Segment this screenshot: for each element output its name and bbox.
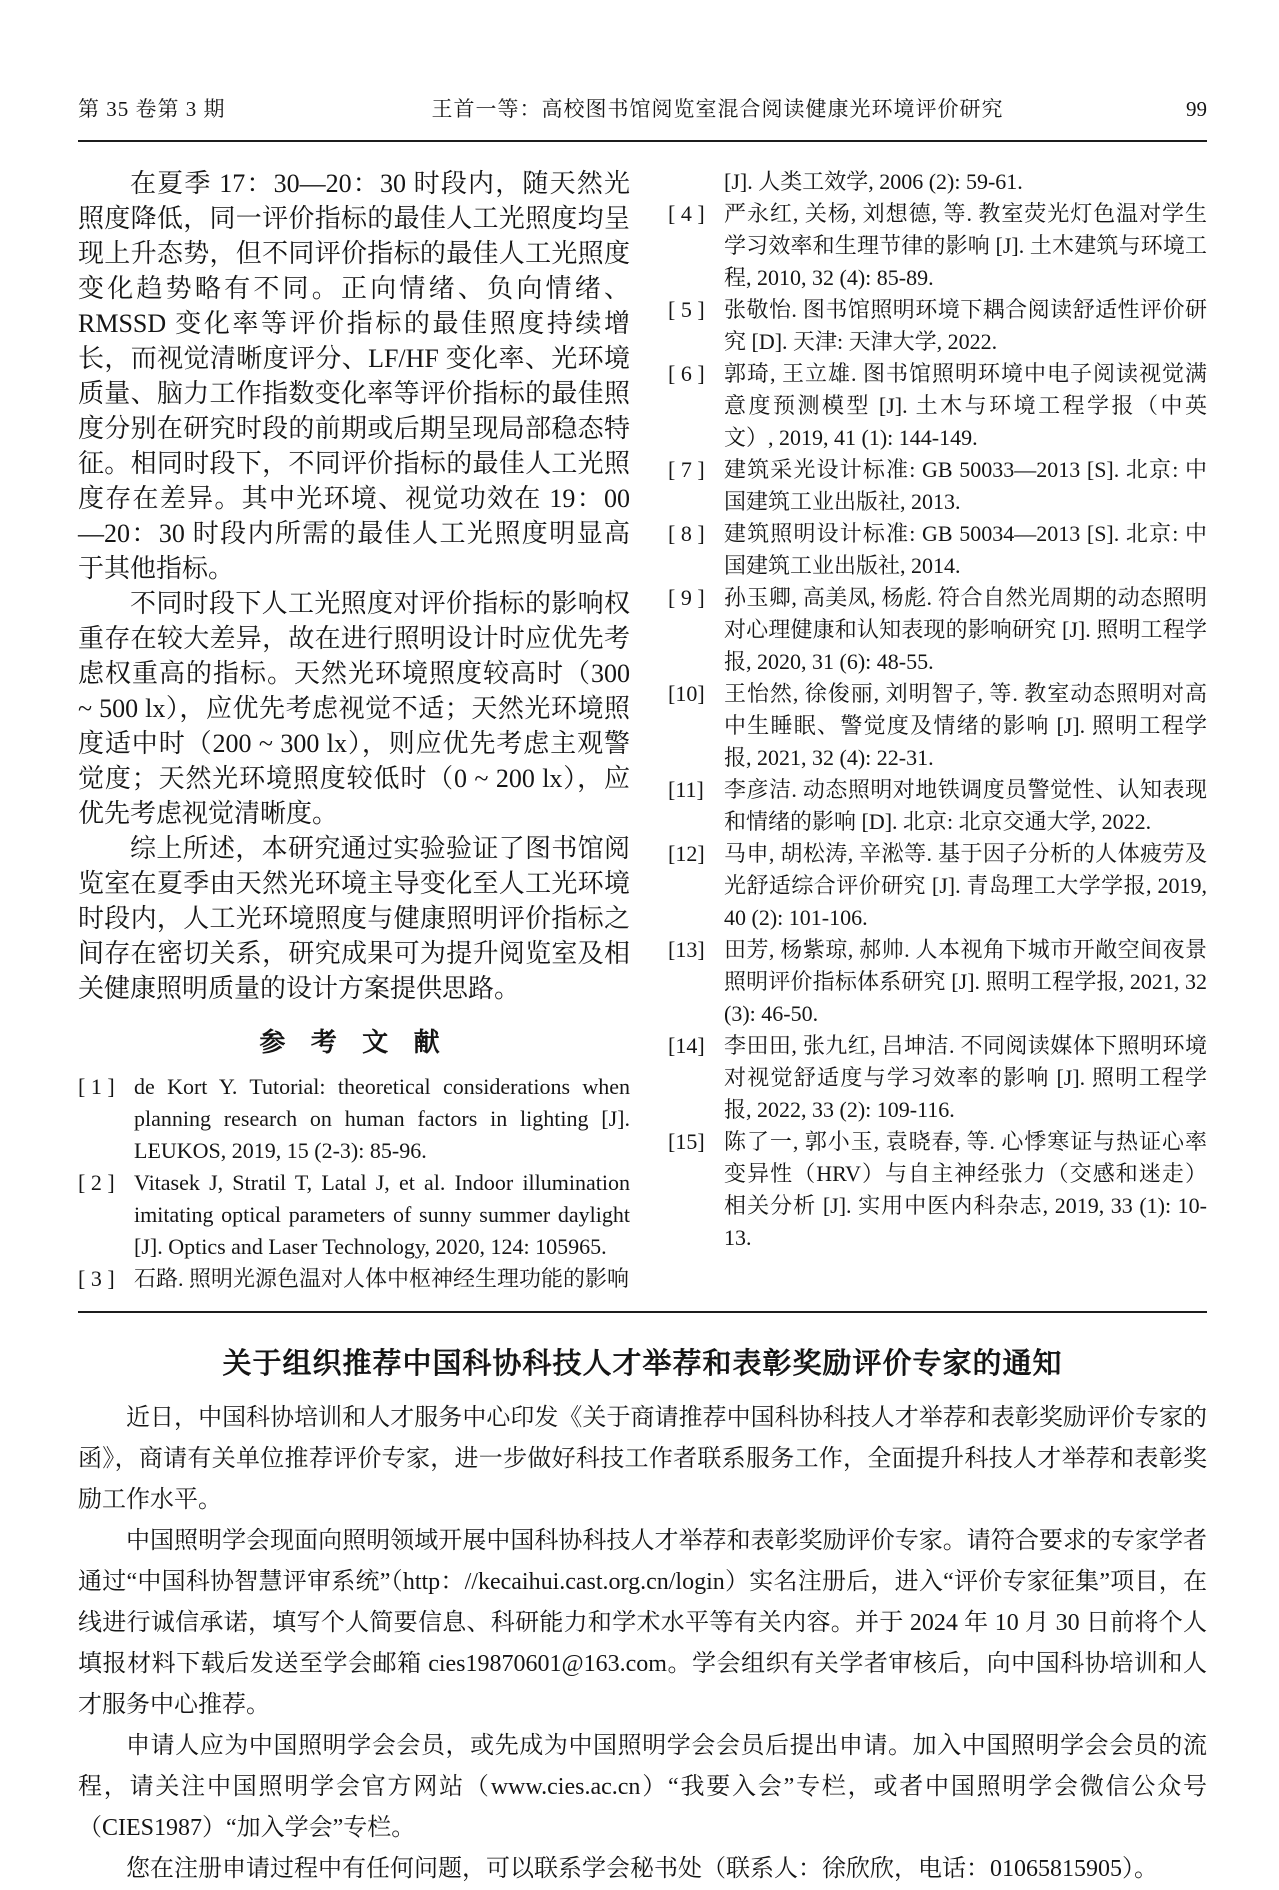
reference-label: [ 9 ] [668,585,705,610]
reference-label: [14] [668,1033,705,1058]
reference-label: [ 1 ] [78,1074,115,1099]
reference-item [668,358,1207,454]
reference-label: [ 5 ] [668,297,705,322]
reference-text: 严永红, 关杨, 刘想德, 等. 教室荧光灯色温对学生学习效率和生理节律的影响 [J]. 土木建筑与环境工程, 2010, 32 (4): 85-89. [724,201,1207,290]
reference-label: [10] [668,681,705,706]
reference-label: [13] [668,937,705,962]
notice-paragraph: 近日，中国科协培训和人才服务中心印发《关于商请推荐中国科协科技人才举荐和表彰奖励评价专家的函》，商请有关单位推荐评价专家，进一步做好科技工作者联系服务工作，全面提升科技人才举荐和表彰奖励工作水平。 [78,1405,1207,1513]
section-divider [78,1311,1207,1313]
reference-item [668,678,1207,774]
article-column-left [78,166,630,1295]
notice-title: 关于组织推荐中国科协科技人才举荐和表彰奖励评价专家的通知 [222,1348,1063,1380]
reference-item [668,198,1207,294]
reference-item [78,1071,630,1167]
reference-item [668,294,1207,358]
reference-label: [ 2 ] [78,1170,115,1195]
body-paragraph: 不同时段下人工光照度对评价指标的影响权重存在较大差异，故在进行照明设计时应优先考虑权重高的指标。天然光环境照度较高时（300 ~ 500 lx），应优先考虑视觉不适；天然光环境照度适中时（200 ~ 300 lx），则应优先考虑主观警觉度；天然光环境照度较低时（0 ~ 200 lx），应优先考虑视觉清晰度。 [78,589,630,828]
article-columns [78,166,1207,1295]
reference-text: 陈了一, 郭小玉, 袁晓春, 等. 心悸寒证与热证心率变异性（HRV）与自主神经张力（交感和迷走）相关分析 [J]. 实用中医内科杂志, 2019, 33 (1): 10-13. [724,1129,1207,1250]
header-volume-issue: 第 35 卷第 3 期 [78,97,226,121]
reference-label: [11] [668,777,704,802]
reference-label: [12] [668,841,705,866]
header-running-title: 王首一等：高校图书馆阅览室混合阅读健康光环境评价研究 [431,97,1004,121]
reference-label: [ 8 ] [668,521,705,546]
reference-text: 李田田, 张九红, 吕坤洁. 不同阅读媒体下照明环境对视觉舒适度与学习效率的影响 [J]. 照明工程学报, 2022, 33 (2): 109-116. [724,1033,1207,1122]
reference-label: [ 3 ] [78,1266,115,1291]
reference-text: 建筑采光设计标准: GB 50033—2013 [S]. 北京: 中国建筑工业出版社, 2013. [724,457,1207,514]
reference-text: 李彦洁. 动态照明对地铁调度员警觉性、认知表现和情绪的影响 [D]. 北京: 北京交通大学, 2022. [724,777,1207,834]
reference-text: 郭琦, 王立雄. 图书馆照明环境中电子阅读视觉满意度预测模型 [J]. 土木与环境工程学报（中英文）, 2019, 41 (1): 144-149. [724,361,1207,450]
reference-item [668,582,1207,678]
header-page-number: 99 [1186,97,1207,121]
reference-item [668,1030,1207,1126]
reference-item [668,934,1207,1030]
reference-text: 建筑照明设计标准: GB 50034—2013 [S]. 北京: 中国建筑工业出版社, 2014. [724,521,1207,578]
reference-text: 田芳, 杨紫琼, 郝帅. 人本视角下城市开敞空间夜景照明评价指标体系研究 [J]. 照明工程学报, 2021, 32 (3): 46-50. [724,937,1207,1026]
body-paragraph: 综上所述，本研究通过实验验证了图书馆阅览室在夏季由天然光环境主导变化至人工光环境时段内，人工光环境照度与健康照明评价指标之间存在密切关系，研究成果可为提升阅览室及相关健康照明质量的设计方案提供思路。 [78,834,630,1003]
notice-paragraph: 您在注册申请过程中有任何问题，可以联系学会秘书处（联系人：徐欣欣，电话：01065815905）。 [126,1856,1158,1882]
reference-item [668,838,1207,934]
reference-text: 孙玉卿, 高美凤, 杨彪. 符合自然光周期的动态照明对心理健康和认知表现的影响研究 [J]. 照明工程学报, 2020, 31 (6): 48-55. [724,585,1207,674]
reference-item [668,774,1207,838]
body-paragraph: 在夏季 17：30—20：30 时段内，随天然光照度降低，同一评价指标的最佳人工光照度均呈现上升态势，但不同评价指标的最佳人工光照度变化趋势略有不同。正向情绪、负向情绪、RMSSD 变化率等评价指标的最佳照度持续增长，而视觉清晰度评分、LF/HF 变化率、光环境质量、脑力工作指数变化率等评价指标的最佳照度分别在研究时段的前期或后期呈现局部稳态特征。相同时段下，不同评价指标的最佳人工光照度存在差异。其中光环境、视觉功效在 19：00—20：30 时段内所需的最佳人工光照度明显高于其他指标。 [78,169,630,583]
reference-text: 石路. 照明光源色温对人体中枢神经生理功能的影响 [134,1266,630,1291]
reference-item [668,1126,1207,1254]
notice-paragraph: 中国照明学会现面向照明领域开展中国科协科技人才举荐和表彰奖励评价专家。请符合要求的专家学者通过“中国科协智慧评审系统”（http：//kecaihui.cast.org.cn/login）实名注册后，进入“评价专家征集”项目，在线进行诚信承诺，填写个人简要信息、科研能力和学术水平等有关内容。并于 2024 年 10 月 30 日前将个人填报材料下载后发送至学会邮箱 cies19870601@163.com。学会组织有关学者审核后，向中国科协培训和人才服务中心推荐。 [78,1528,1207,1718]
page-header [78,96,1207,122]
notice-paragraph: 申请人应为中国照明学会会员，或先成为中国照明学会会员后提出申请。加入中国照明学会会员的流程，请关注中国照明学会官方网站（www.cies.ac.cn）“我要入会”专栏，或者中国照明学会微信公众号（CIES1987）“加入学会”专栏。 [78,1733,1207,1841]
reference-text: 张敬怡. 图书馆照明环境下耦合阅读舒适性评价研究 [D]. 天津: 天津大学, 2022. [724,297,1207,354]
notice-section [78,1341,1207,1890]
reference-item [78,1263,630,1295]
reference-text: 王怡然, 徐俊丽, 刘明智子, 等. 教室动态照明对高中生睡眠、警觉度及情绪的影响 [J]. 照明工程学报, 2021, 32 (4): 22-31. [724,681,1207,770]
reference-label: [ 4 ] [668,201,705,226]
article-column-right [668,166,1207,1295]
reference-item [668,454,1207,518]
reference-item [668,518,1207,582]
references-heading: 参 考 文 献 [259,1027,449,1057]
reference-item [78,1167,630,1263]
reference-text: 马申, 胡松涛, 辛淞等. 基于因子分析的人体疲劳及光舒适综合评价研究 [J]. 青岛理工大学学报, 2019, 40 (2): 101-106. [724,841,1207,930]
reference-label: [15] [668,1129,705,1154]
reference-label: [ 6 ] [668,361,705,386]
reference-continuation: [J]. 人类工效学, 2006 (2): 59-61. [724,169,1023,194]
header-rule [78,140,1207,142]
reference-text: de Kort Y. Tutorial: theoretical considerations when planning research on human factors in lighting [J]. LEUKOS, 2019, 15 (2-3): 85-96. [134,1074,630,1163]
reference-label: [ 7 ] [668,457,705,482]
reference-text: Vitasek J, Stratil T, Latal J, et al. Indoor illumination imitating optical parameters of sunny summer daylight [J]. Optics and Laser Technology, 2020, 124: 105965. [134,1170,630,1259]
